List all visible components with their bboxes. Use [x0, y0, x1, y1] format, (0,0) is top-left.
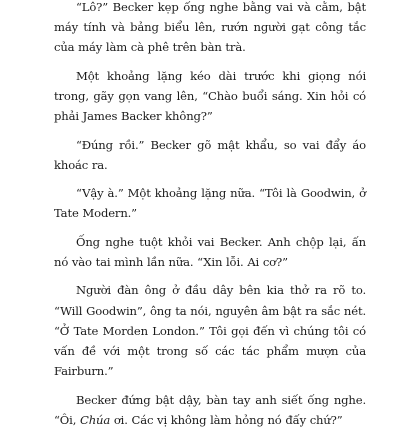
text-line: áo khoác ra.: [54, 137, 366, 172]
paragraph: [54, 135, 366, 175]
text-line: nó vào tai mình lần nữa. “Xin lỗi. Ai cơ?”: [54, 254, 288, 269]
text-line: Becker đứng bật dậy, bàn tay anh siết ống nghe.: [76, 392, 366, 407]
text-line: trong, gãy gọn vang lên, “Chào buổi sáng. Xin hỏi có: [54, 89, 366, 103]
text-line: phải James Backer không?”: [54, 109, 213, 124]
text-line: “Vậy à.” Một khoảng lặng nữa. “Tôi là Goodwin,: [76, 186, 356, 201]
text-line: “Ôi, Chúa ơi. Các vị không làm hỏng nó đấy chứ?”: [54, 412, 343, 427]
text-line: “Lô?” Becker kẹp ống nghe bằng vai và cằm, bật: [76, 0, 366, 14]
paragraph: [54, 66, 366, 127]
paragraph: [54, 232, 366, 272]
text-line: đề với một trong số các tác phẩm mượn của Fairburn.”: [54, 343, 366, 379]
paragraph: [54, 280, 366, 381]
text-line: Ống nghe tuột khỏi vai Becker. Anh chộp lại, ấn: [76, 234, 366, 249]
paragraph: [54, 0, 366, 58]
text-line: Tate Morden London.” Tôi gọi đến vì chúng tôi có vấn: [54, 323, 366, 358]
text-line: ở Tate Modern.”: [54, 186, 366, 221]
text-line: của máy làm cà phê trên bàn trà.: [54, 40, 246, 55]
paragraph: [54, 183, 366, 223]
text-line: máy tính và bảng biểu lên, rướn người gạt công tắc: [54, 20, 366, 35]
text-line: “Đúng rồi.” Becker gõ mật khẩu, so vai đẩy: [76, 137, 347, 152]
text-line: Goodwin”, ông ta nói, nguyên âm bật ra sắc nét. “Ở: [54, 303, 366, 338]
paragraph: [54, 390, 366, 430]
text-line: Một khoảng lặng kéo dài trước khi giọng nói: [76, 68, 366, 83]
text-line: Người đàn ông ở đầu dây bên kia thở ra rõ to. “Will: [54, 283, 366, 318]
body-text: [54, 0, 366, 430]
